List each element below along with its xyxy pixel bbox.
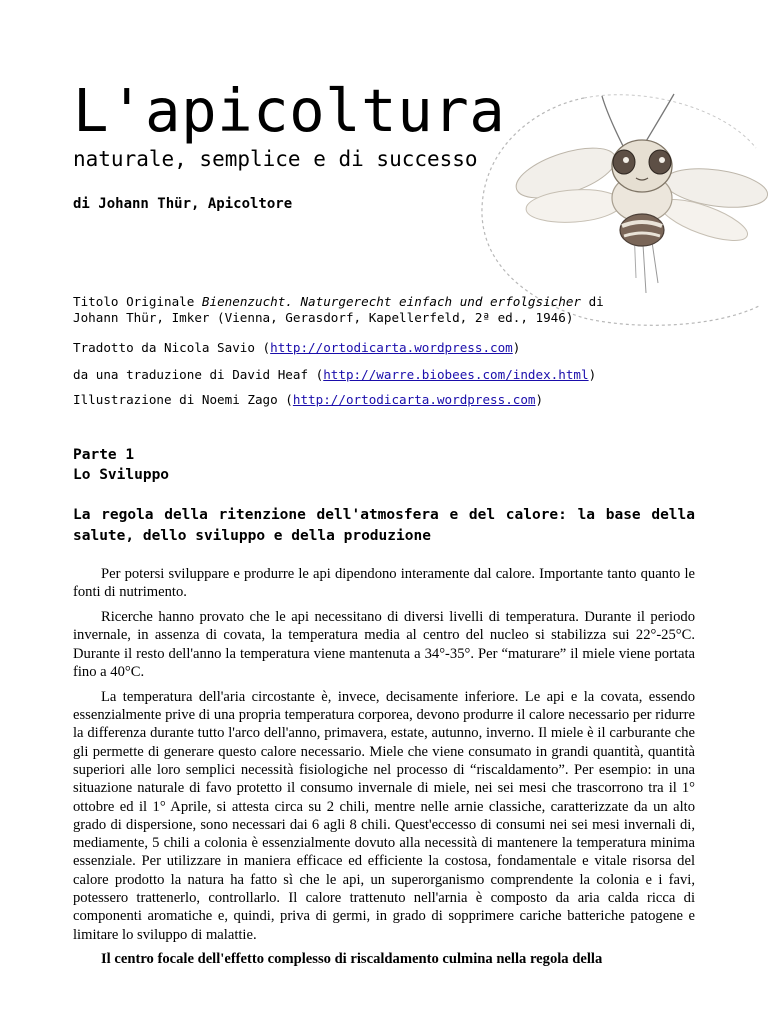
illustrator-link[interactable]: http://ortodicarta.wordpress.com bbox=[292, 392, 536, 407]
original-title-suffix: di bbox=[581, 294, 604, 309]
body-text bbox=[73, 565, 695, 975]
original-author-line: Johann Thür, Imker (Vienna, Gerasdorf, Kapellerfeld, 2ª ed., 1946) bbox=[73, 310, 574, 325]
original-title-line bbox=[73, 294, 604, 310]
illustrator-suffix: ) bbox=[535, 392, 544, 407]
paragraph: La temperatura dell'aria circostante è, invece, decisamente inferiore. Le api e la covata, essendo essenzialmente prive di una propria temperatura corporea, devono produrre il calore necessario per ridurre la differenza durante tutto l'arco dell'anno, primavera, estate, autunno, inverno. Il miele è il carburante che gli permette di generare questo calore necessario. Miele che viene consumato in grandi quantità, quantità superiori alle loro semplici necessità fisiologiche nel processo di “riscaldamento”. Per esempio: in una situazione naturale di favo protetto il consumo invernale di miele, nei sei mesi che trascorrono tra il 1° ottobre ed il 1° Aprile, si attesta circa su 2 chili, mentre nelle arnie classiche, caratterizzate da un alto grado di dispersione, sono necessari dai 6 agli 8 chili. Quest'eccesso di consumi nei sei mesi invernali di, mediamente, 5 chili a colonia è essenzialmente dovuto alla necessità di mantenere la temperatura minima essenziale. Per utilizzare in maniera efficace ed efficiente la costosa, fondamentale e vitale risorsa del calore prodotto la natura ha fatto sì che le api, un superorganismo comprendente la colonia e i favi, potessero trattenerlo, controllarlo. Il calore trattenuto nell'arnia è composto da aria calda ricca di componenti aromatiche e, quindi, priva di germi, in grado di sopprimere cariche batteriche patogene e limitare lo sviluppo di malattie. bbox=[73, 688, 695, 943]
paragraph: Ricerche hanno provato che le api necessitano di diversi livelli di temperatura. Durante il periodo invernale, in assenza di covata, la temperatura media al centro del nucleo si stabilizza sui 22°-25°C. Durante il resto dell'anno la temperatura viene mantenuta a 34°-35°. Per “maturare” il miele viene portata fino a 40°C. bbox=[73, 609, 695, 680]
part-title: Lo Sviluppo bbox=[73, 467, 170, 483]
source-translation-suffix: ) bbox=[588, 367, 597, 382]
translator-link[interactable]: http://ortodicarta.wordpress.com bbox=[270, 340, 513, 355]
illustrator-line bbox=[73, 392, 543, 408]
part-number: Parte 1 bbox=[73, 447, 135, 463]
translator-prefix: Tradotto da Nicola Savio ( bbox=[73, 340, 271, 355]
original-title-prefix: Titolo Originale bbox=[73, 294, 202, 309]
paragraph: Il centro focale dell'effetto complesso di riscaldamento culmina nella regola della bbox=[101, 951, 603, 968]
source-translation-line bbox=[73, 367, 596, 383]
source-translation-link[interactable]: http://warre.biobees.com/index.html bbox=[323, 367, 589, 382]
paragraph: Per potersi sviluppare e produrre le api dipendono interamente dal calore. Importante tanto quanto le fonti di nutrimento. bbox=[73, 566, 695, 601]
author-line: di Johann Thür, Apicoltore bbox=[73, 196, 293, 212]
original-title: Bienenzucht. Naturgerecht einfach und erfolgsicher bbox=[201, 294, 582, 309]
document-title: L'apicoltura bbox=[73, 76, 506, 145]
translator-line bbox=[73, 340, 520, 356]
section-heading: La regola della ritenzione dell'atmosfera e del calore: la base della salute, dello sviluppo e della produzione bbox=[73, 507, 695, 544]
document-subtitle: naturale, semplice e di successo bbox=[73, 147, 478, 171]
source-translation-prefix: da una traduzione di David Heaf ( bbox=[73, 367, 324, 382]
illustrator-prefix: Illustrazione di Noemi Zago ( bbox=[73, 392, 293, 407]
translator-suffix: ) bbox=[512, 340, 521, 355]
